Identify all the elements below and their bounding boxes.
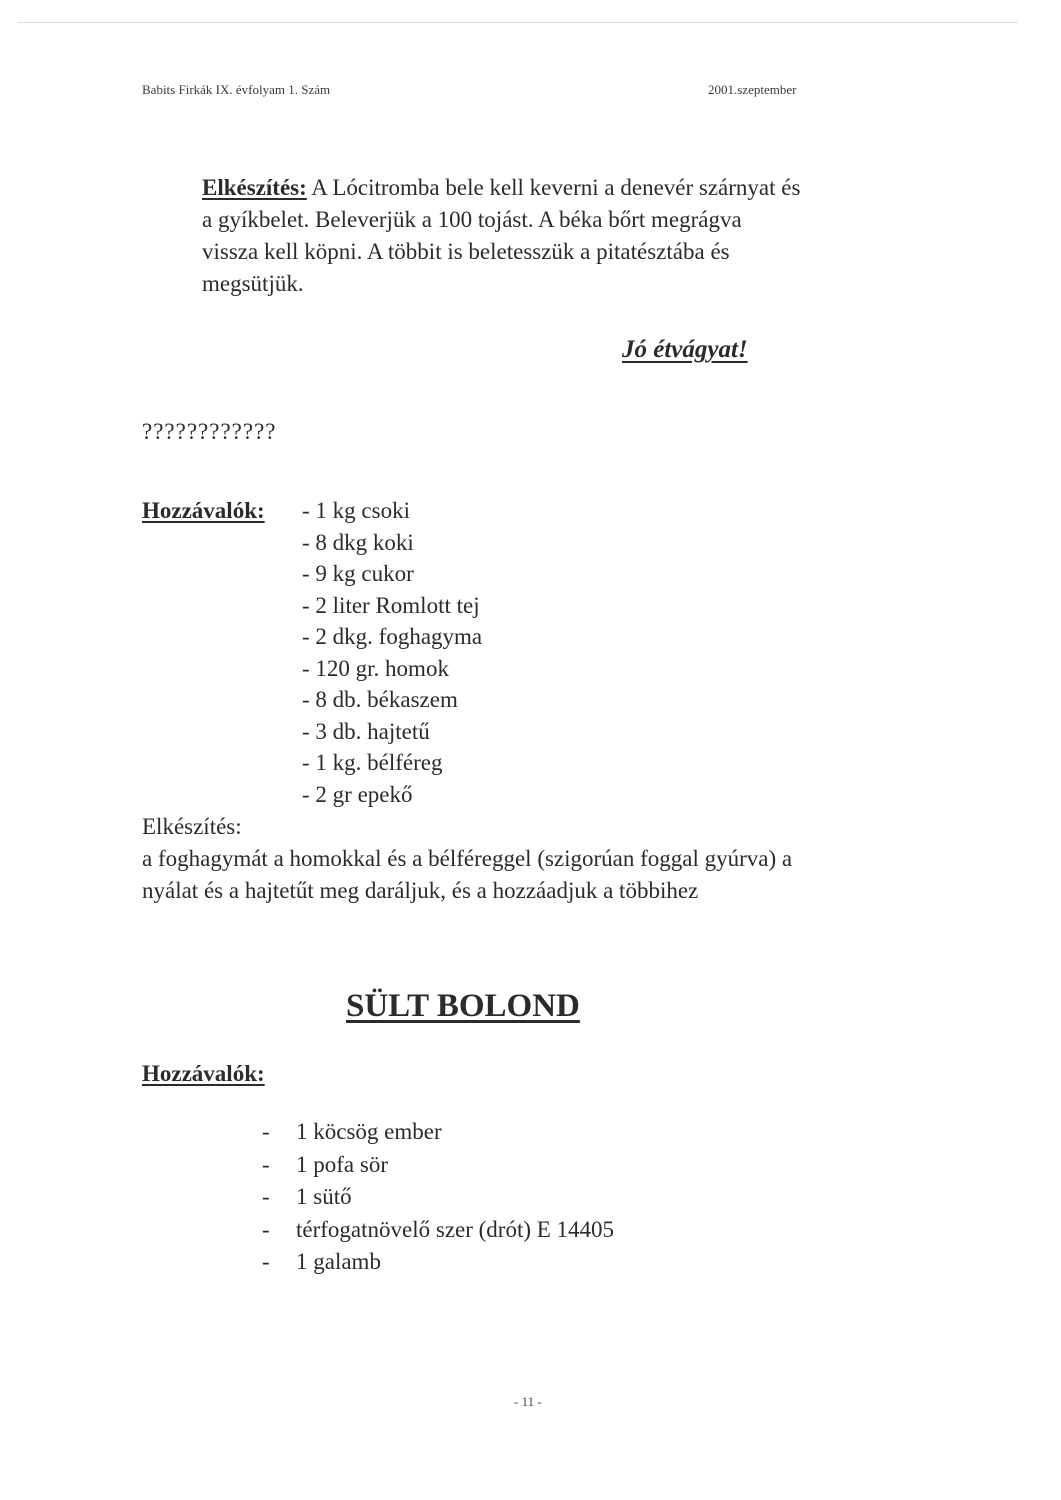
recipe1-prep-line-2: a gyíkbelet. Beleverjük a 100 tojást. A béka bőrt megrágva [202, 207, 742, 232]
recipe2-ingredient-list [302, 495, 482, 810]
recipe3-ingredients-label: Hozzávalók: [142, 1061, 265, 1086]
recipe1-prep-line-3: vissza kell köpni. A többit is beletesszük a pitatésztába és [202, 239, 730, 264]
recipe1-prep-line-4: megsütjük. [202, 271, 304, 296]
good-appetite: Jó étvágyat! [622, 336, 748, 363]
list-item: - 2 gr epekő [302, 781, 413, 807]
list-item: - 1 kg csoki [302, 498, 410, 523]
page-number: - 11 - [514, 1394, 542, 1409]
list-item: - 1 köcsög ember [262, 1119, 442, 1144]
recipe2-prep-line-1: a foghagymát a homokkal és a bélféreggel (szigorúan foggal gyúrva) a [142, 846, 793, 871]
recipe1-prep-line-1: Elkészítés: A Lócitromba bele kell keverni a denevér szárnyat és [202, 175, 801, 200]
top-rule [18, 22, 1018, 23]
list-item: - 3 db. hajtetű [302, 718, 430, 744]
recipe3-title: SÜLT BOLOND [346, 988, 580, 1024]
recipe2-title: ???????????? [142, 419, 277, 444]
recipe2-prep-line-2: nyálat és a hajtetűt meg daráljuk, és a hozzáadjuk a többihez [142, 878, 699, 903]
recipe2-ingredients-label: Hozzávalók: [142, 498, 265, 523]
list-item: - 1 galamb [262, 1249, 381, 1274]
list-item: - 1 pofa sör [262, 1151, 388, 1177]
list-item: - 8 db. békaszem [302, 687, 458, 712]
list-item: - térfogatnövelő szer (drót) E 14405 [262, 1216, 615, 1242]
list-item: - 8 dkg koki [302, 529, 414, 555]
header-publication: Babits Firkák IX. évfolyam 1. Szám [142, 82, 331, 97]
list-item: - 2 dkg. foghagyma [302, 624, 483, 649]
recipe1-prep-label: Elkészítés: [202, 175, 307, 200]
recipe3-ingredient-list [262, 1116, 614, 1279]
list-item: - 9 kg cukor [302, 561, 414, 586]
list-item: - 1 kg. bélféreg [302, 750, 443, 775]
recipe2-prep-label: Elkészítés: [142, 814, 242, 839]
list-item: - 2 liter Romlott tej [302, 592, 480, 618]
list-item: - 1 sütő [262, 1184, 352, 1209]
header-date: 2001.szeptember [708, 82, 797, 97]
list-item: - 120 gr. homok [302, 655, 449, 681]
